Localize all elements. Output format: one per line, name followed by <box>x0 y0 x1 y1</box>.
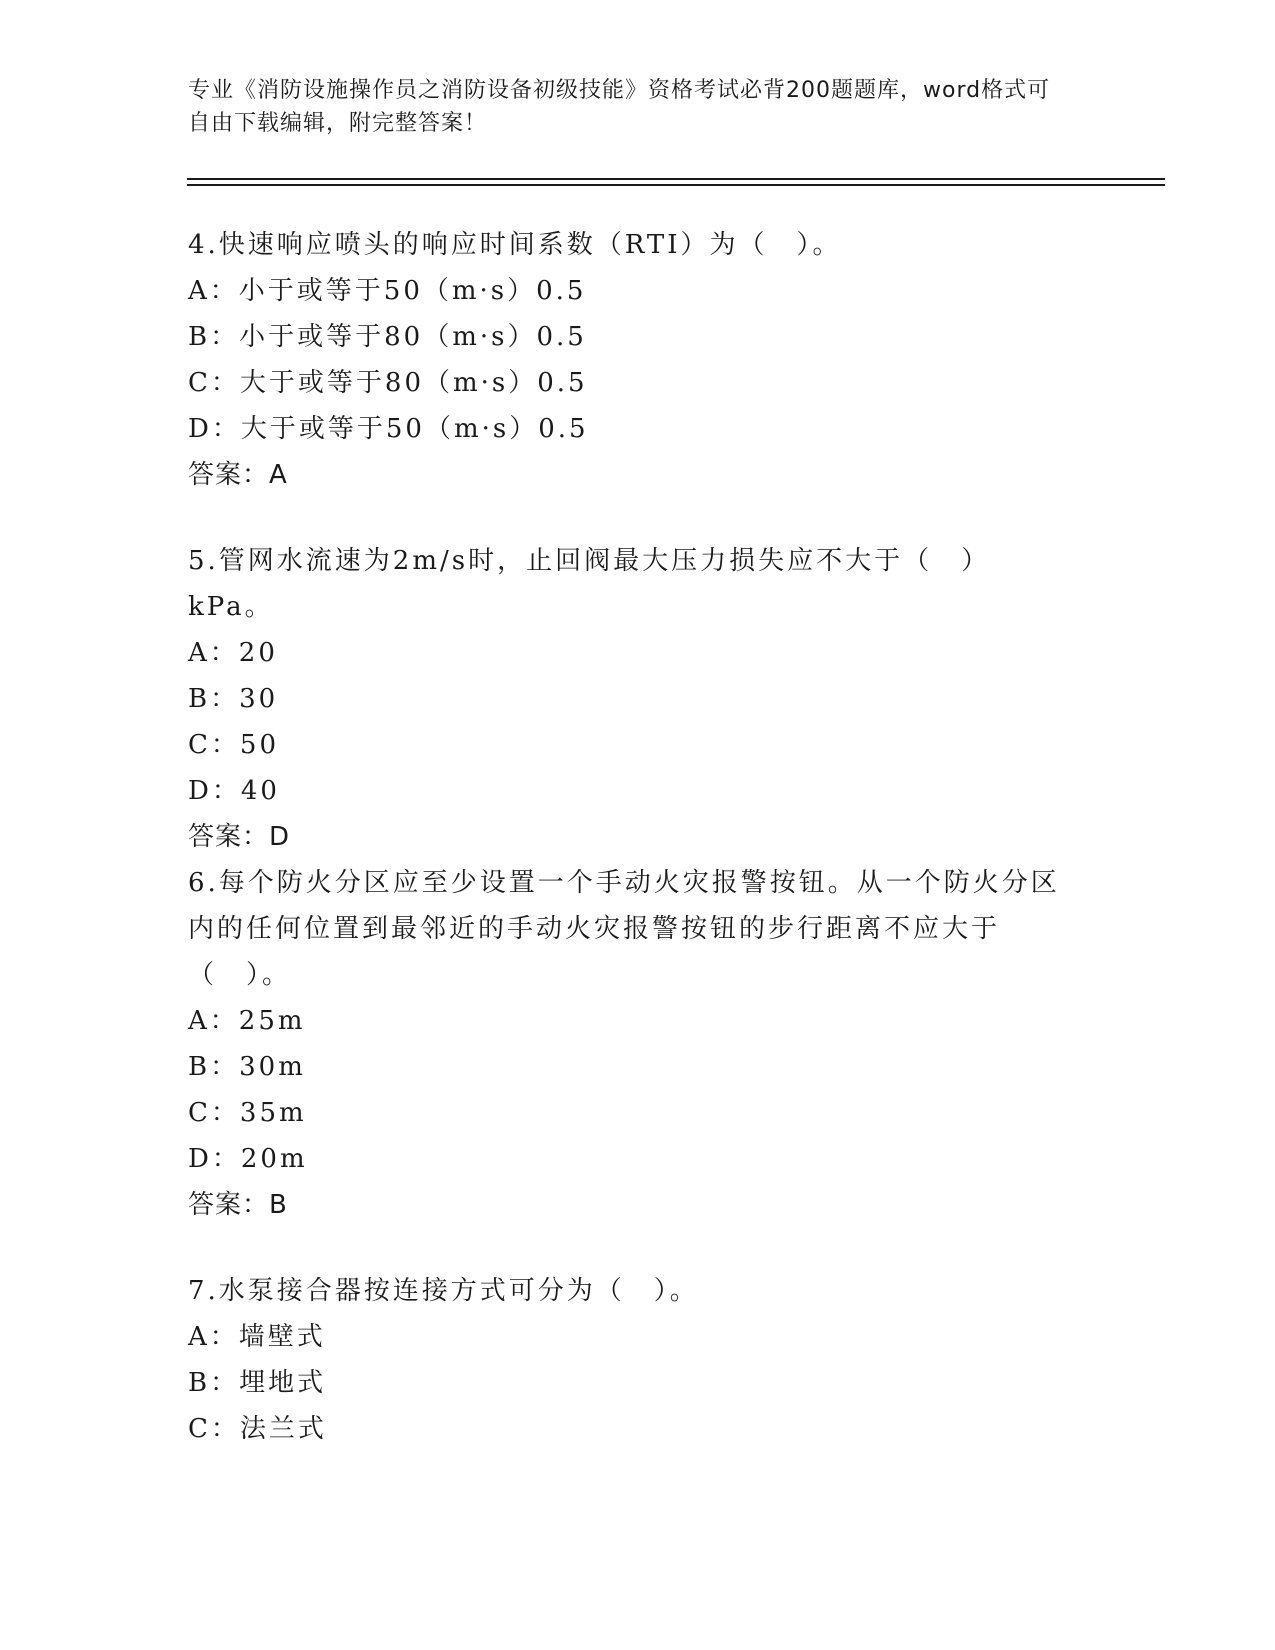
option-text: 50 <box>239 730 279 760</box>
option-key: D： <box>188 776 241 806</box>
option-c <box>188 360 1068 406</box>
option-text: 25m <box>238 1006 306 1036</box>
option-text: 20m <box>240 1144 308 1174</box>
option-text: 小于或等于80（m·s）0.5 <box>239 322 587 352</box>
option-key: C： <box>188 1414 240 1444</box>
option-text: 30m <box>239 1052 306 1082</box>
option-key: B： <box>188 684 240 714</box>
question-stem: 6.每个防火分区应至少设置一个手动火灾报警按钮。从一个防火分区内的任何位置到最邻近的手动火灾报警按钮的步行距离不应大于（ ）。 <box>188 868 1060 990</box>
option-d <box>188 406 1068 452</box>
question-stem: 5.管网水流速为2m/s时，止回阀最大压力损失应不大于（ ）kPa。 <box>188 546 991 622</box>
option-key: C： <box>188 368 240 398</box>
option-c <box>188 1406 1068 1452</box>
document-header: 专业《消防设施操作员之消防设备初级技能》资格考试必背200题题库，word格式可自由下载编辑，附完整答案！ <box>188 78 1051 136</box>
option-key: B： <box>188 322 240 352</box>
option-text: 法兰式 <box>239 1414 327 1444</box>
question-stem: 4.快速响应喷头的响应时间系数（RTI）为（ ）。 <box>188 230 842 260</box>
option-text: 20 <box>238 638 278 668</box>
question-7 <box>188 1268 1068 1452</box>
question-4 <box>188 222 1068 498</box>
option-a <box>188 268 1068 314</box>
option-b <box>188 1044 1068 1090</box>
header-divider-top <box>187 178 1165 180</box>
option-text: 大于或等于80（m·s）0.5 <box>239 368 588 398</box>
option-key: B： <box>188 1368 240 1398</box>
option-text: 墙壁式 <box>238 1322 326 1352</box>
option-d <box>188 768 1068 814</box>
answer: 答案：B <box>188 1190 288 1220</box>
option-key: D： <box>188 414 241 444</box>
option-key: A： <box>188 1006 239 1036</box>
option-key: D： <box>188 1144 241 1174</box>
answer: 答案：A <box>188 460 288 490</box>
option-text: 40 <box>240 776 280 806</box>
option-key: A： <box>188 1322 239 1352</box>
option-d <box>188 1136 1068 1182</box>
option-key: B： <box>188 1052 240 1082</box>
option-b <box>188 676 1068 722</box>
header-divider-bottom <box>187 184 1165 186</box>
option-text: 埋地式 <box>239 1368 327 1398</box>
option-b <box>188 1360 1068 1406</box>
question-stem: 7.水泵接合器按连接方式可分为（ ）。 <box>188 1276 699 1306</box>
option-key: A： <box>188 276 239 306</box>
option-text: 30 <box>239 684 279 714</box>
question-6 <box>188 860 1068 1228</box>
option-text: 小于或等于50（m·s）0.5 <box>238 276 587 306</box>
option-key: C： <box>188 730 240 760</box>
option-a <box>188 630 1068 676</box>
question-5 <box>188 538 1068 860</box>
option-key: C： <box>188 1098 240 1128</box>
option-a <box>188 998 1068 1044</box>
answer: 答案：D <box>188 822 291 852</box>
option-b <box>188 314 1068 360</box>
option-a <box>188 1314 1068 1360</box>
option-text: 35m <box>239 1098 307 1128</box>
option-text: 大于或等于50（m·s）0.5 <box>240 414 589 444</box>
option-c <box>188 1090 1068 1136</box>
option-c <box>188 722 1068 768</box>
option-key: A： <box>188 638 239 668</box>
